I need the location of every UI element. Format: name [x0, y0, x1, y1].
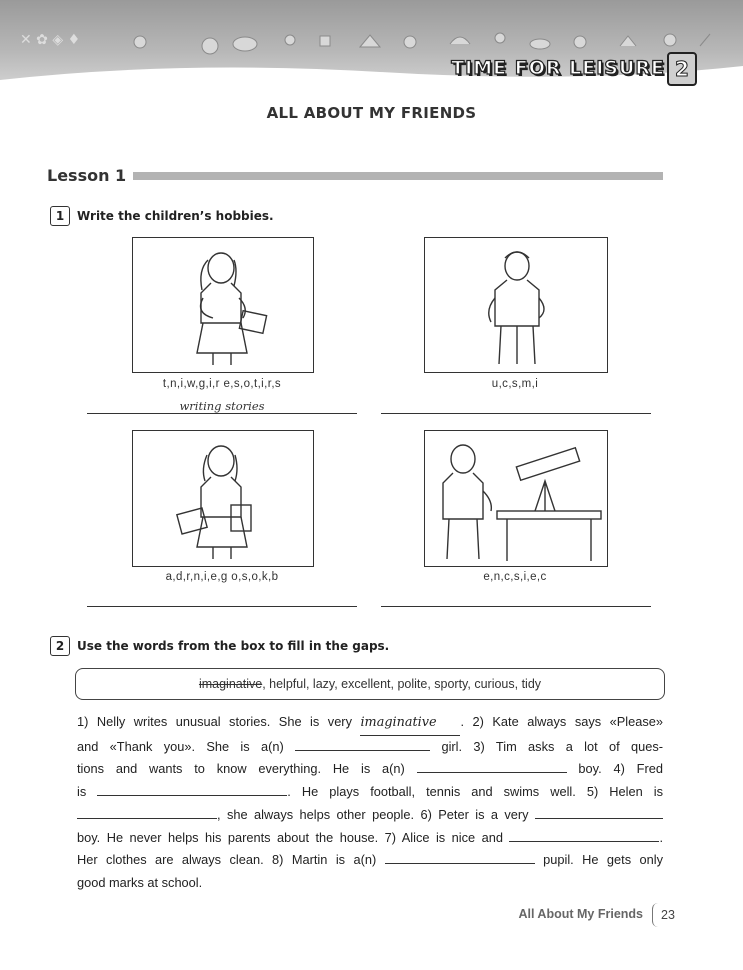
word-box	[75, 668, 665, 700]
line2-text-a: and «Thank you». She is a(n)	[77, 738, 284, 754]
task1-item1-letters: t,n,i,w,g,i,r e,s,o,t,i,r,s	[162, 378, 282, 390]
line8-text-a: good marks at school.	[77, 874, 203, 890]
lesson-divider	[133, 172, 663, 180]
footer-section-title: All About My Friends	[518, 907, 643, 921]
line7-text-b: pupil. He gets only	[543, 852, 664, 868]
unit-number-badge: 2	[667, 52, 697, 86]
task1-number: 1	[50, 206, 70, 226]
page-number: 23	[652, 903, 683, 927]
svg-text:✕ ✿ ◈ ♦: ✕ ✿ ◈ ♦	[20, 32, 81, 48]
word-box-words: , helpful, lazy, excellent, polite, sporty, curious, tidy	[262, 677, 542, 691]
page-title: ALL ABOUT MY FRIENDS	[266, 104, 477, 122]
line3-text-b: boy. 4) Fred	[578, 761, 663, 777]
gap-5[interactable]	[77, 806, 217, 819]
girl-with-books-icon	[132, 430, 314, 567]
gap-1-filled[interactable]: imaginative	[360, 712, 460, 736]
girl-with-book-icon	[132, 237, 314, 373]
paragraph-line-4	[77, 781, 663, 804]
lesson-heading: Lesson 1	[47, 166, 127, 185]
paragraph-line-1	[77, 711, 663, 736]
gap-8[interactable]	[385, 851, 535, 864]
line6-text-a: boy. He never helps his parents about the house. 7) Alice is nice and	[77, 829, 503, 845]
line3-text-a: tions and wants to know everything. He is a(n)	[77, 761, 405, 777]
paragraph-line-2	[77, 736, 663, 759]
task1-item2-letters: u,c,s,m,i	[491, 378, 539, 390]
gap-2[interactable]	[295, 738, 430, 751]
gap-3[interactable]	[417, 760, 567, 773]
line4-text-b: . He plays football, tennis and swims well. 5) Helen is	[287, 784, 663, 800]
line5-text-b: , she always helps other people. 6) Peter is a very	[217, 806, 529, 822]
line4-text-a: is	[77, 784, 87, 800]
paragraph-line-8	[77, 872, 663, 895]
line6-text-b: .	[659, 829, 663, 845]
word-box-crossed-word: imaginative	[198, 677, 263, 691]
task2-instruction: Use the words from the box to fill in the gaps.	[77, 639, 390, 653]
paragraph-line-6	[77, 827, 663, 850]
gap-4[interactable]	[97, 783, 287, 796]
line7-text-a: Her clothes are always clean. 8) Martin is a(n)	[77, 852, 377, 868]
gap-7[interactable]	[509, 829, 659, 842]
task1-item4-answer-line[interactable]	[381, 606, 651, 607]
line1-text-b: . 2) Kate always says «Please»	[460, 714, 663, 729]
unit-title: TIME FOR LEISURE	[451, 57, 665, 79]
task1-item4-letters: e,n,c,s,i,e,c	[483, 571, 547, 583]
task1-item3-answer-line[interactable]	[87, 606, 357, 607]
gap-6[interactable]	[535, 806, 663, 819]
task1-item1-answer-line[interactable]	[87, 413, 357, 414]
task1-item1-answer: writing stories	[179, 399, 265, 413]
task1-item3-letters: a,d,r,n,i,e,g o,s,o,k,b	[165, 571, 279, 583]
paragraph-line-5	[77, 804, 663, 827]
boy-with-telescope-icon	[424, 430, 608, 567]
task1-item2-answer-line[interactable]	[381, 413, 651, 414]
task1-instruction: Write the children’s hobbies.	[77, 209, 274, 223]
gap-fill-paragraph	[77, 711, 663, 895]
boy-icon	[424, 237, 608, 373]
paragraph-line-7	[77, 849, 663, 872]
task2-number: 2	[50, 636, 70, 656]
line1-text-a: 1) Nelly writes unusual stories. She is very	[77, 714, 352, 729]
line2-text-b: girl. 3) Tim asks a lot of ques-	[441, 738, 664, 754]
paragraph-line-3	[77, 758, 663, 781]
header-banner	[0, 0, 743, 95]
